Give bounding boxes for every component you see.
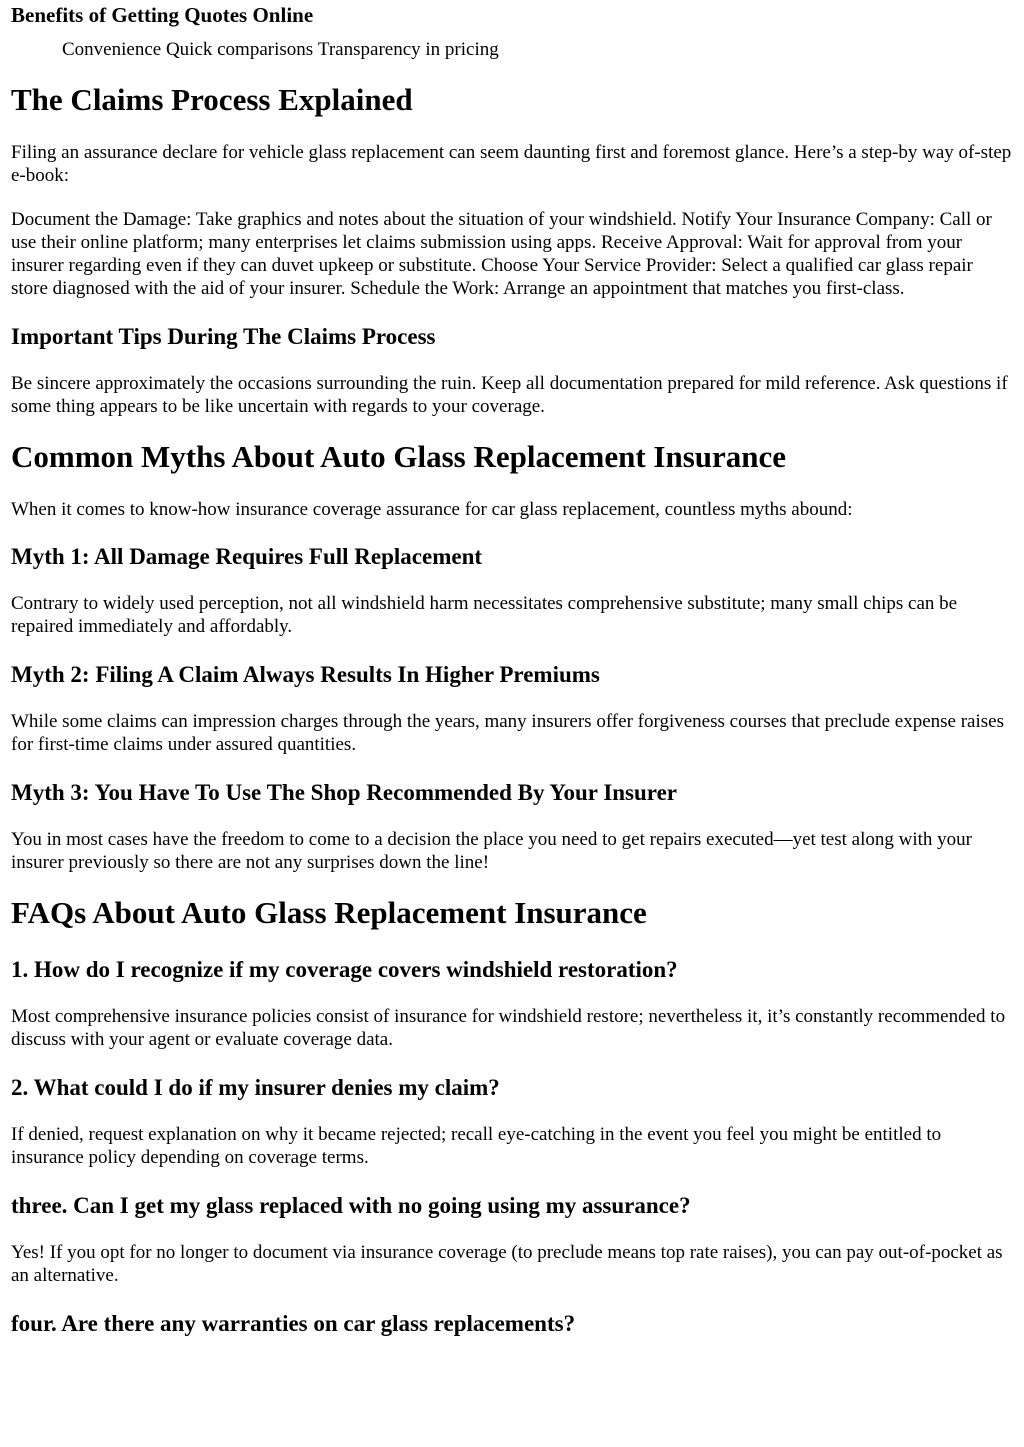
- myth3-text: You in most cases have the freedom to come to a decision the place you need to get repairs executed—yet test along with your insurer previously so there are not any surprises down the line!: [11, 829, 972, 873]
- claims-heading: The Claims Process Explained: [11, 82, 413, 117]
- benefit-item: Quick comparisons: [165, 39, 314, 60]
- claims-tips-heading: Important Tips During The Claims Process: [11, 324, 436, 349]
- myth1-text: Contrary to widely used perception, not all windshield harm necessitates comprehensive substitute; many small chips can be repaired immediately and affordably.: [11, 593, 958, 637]
- faq-answer-3: Yes! If you opt for no longer to document via insurance coverage (to preclude means top rate raises), you can pay out-of-pocket as an alternative.: [11, 1242, 1003, 1286]
- myth2-text: While some claims can impression charges through the years, many insurers offer forgiveness courses that preclude expense raises for first-time claims under assured quantities.: [11, 711, 1004, 755]
- faq-question-2: 2. What could I do if my insurer denies my claim?: [11, 1075, 500, 1100]
- benefit-item: Convenience: [62, 39, 162, 60]
- myth2-heading: Myth 2: Filing A Claim Always Results In Higher Premiums: [11, 662, 600, 687]
- claims-intro: Filing an assurance declare for vehicle glass replacement can seem daunting first and foremost glance. Here’s a step-by way of-step e-book:: [11, 142, 1012, 186]
- faq-answer-2: If denied, request explanation on why it became rejected; recall eye-catching in the event you feel you might be entitled to insurance policy depending on coverage terms.: [11, 1124, 942, 1168]
- faq-answer-1: Most comprehensive insurance policies consist of insurance for windshield restore; nevertheless it, it’s constantly recommended to discuss with your agent or evaluate coverage data.: [11, 1006, 1006, 1050]
- claims-tips: Be sincere approximately the occasions surrounding the ruin. Keep all documentation prepared for mild reference. Ask questions if some thing appears to be like uncertain with regards to your coverage.: [11, 373, 1008, 417]
- benefit-item: Transparency in pricing: [317, 39, 499, 60]
- claims-steps: Document the Damage: Take graphics and notes about the situation of your windshield. Notify Your Insurance Company: Call or use their online platform; many enterprises let claims submission using apps. Receive Approval: Wait for approval from your insurer regarding even if they can duvet upkeep or substitute. Choose Your Service Provider: Select a qualified car glass repair store diagnosed with the aid of your insurer. Schedule the Work: Arrange an appointment that matches you first-class.: [11, 209, 992, 299]
- benefits-list: [11, 38, 1013, 61]
- faq-question-4: four. Are there any warranties on car glass replacements?: [11, 1311, 576, 1336]
- myth3-heading: Myth 3: You Have To Use The Shop Recommended By Your Insurer: [11, 780, 678, 805]
- faq-question-1: 1. How do I recognize if my coverage covers windshield restoration?: [11, 957, 678, 982]
- faqs-heading: FAQs About Auto Glass Replacement Insurance: [11, 895, 647, 930]
- faq-question-3: three. Can I get my glass replaced with no going using my assurance?: [11, 1193, 691, 1218]
- myths-intro: When it comes to know-how insurance coverage assurance for car glass replacement, countless myths abound:: [11, 499, 853, 520]
- myths-heading: Common Myths About Auto Glass Replacement Insurance: [11, 439, 787, 474]
- myth1-heading: Myth 1: All Damage Requires Full Replacement: [11, 544, 483, 569]
- quotes-heading: Benefits of Getting Quotes Online: [11, 3, 314, 27]
